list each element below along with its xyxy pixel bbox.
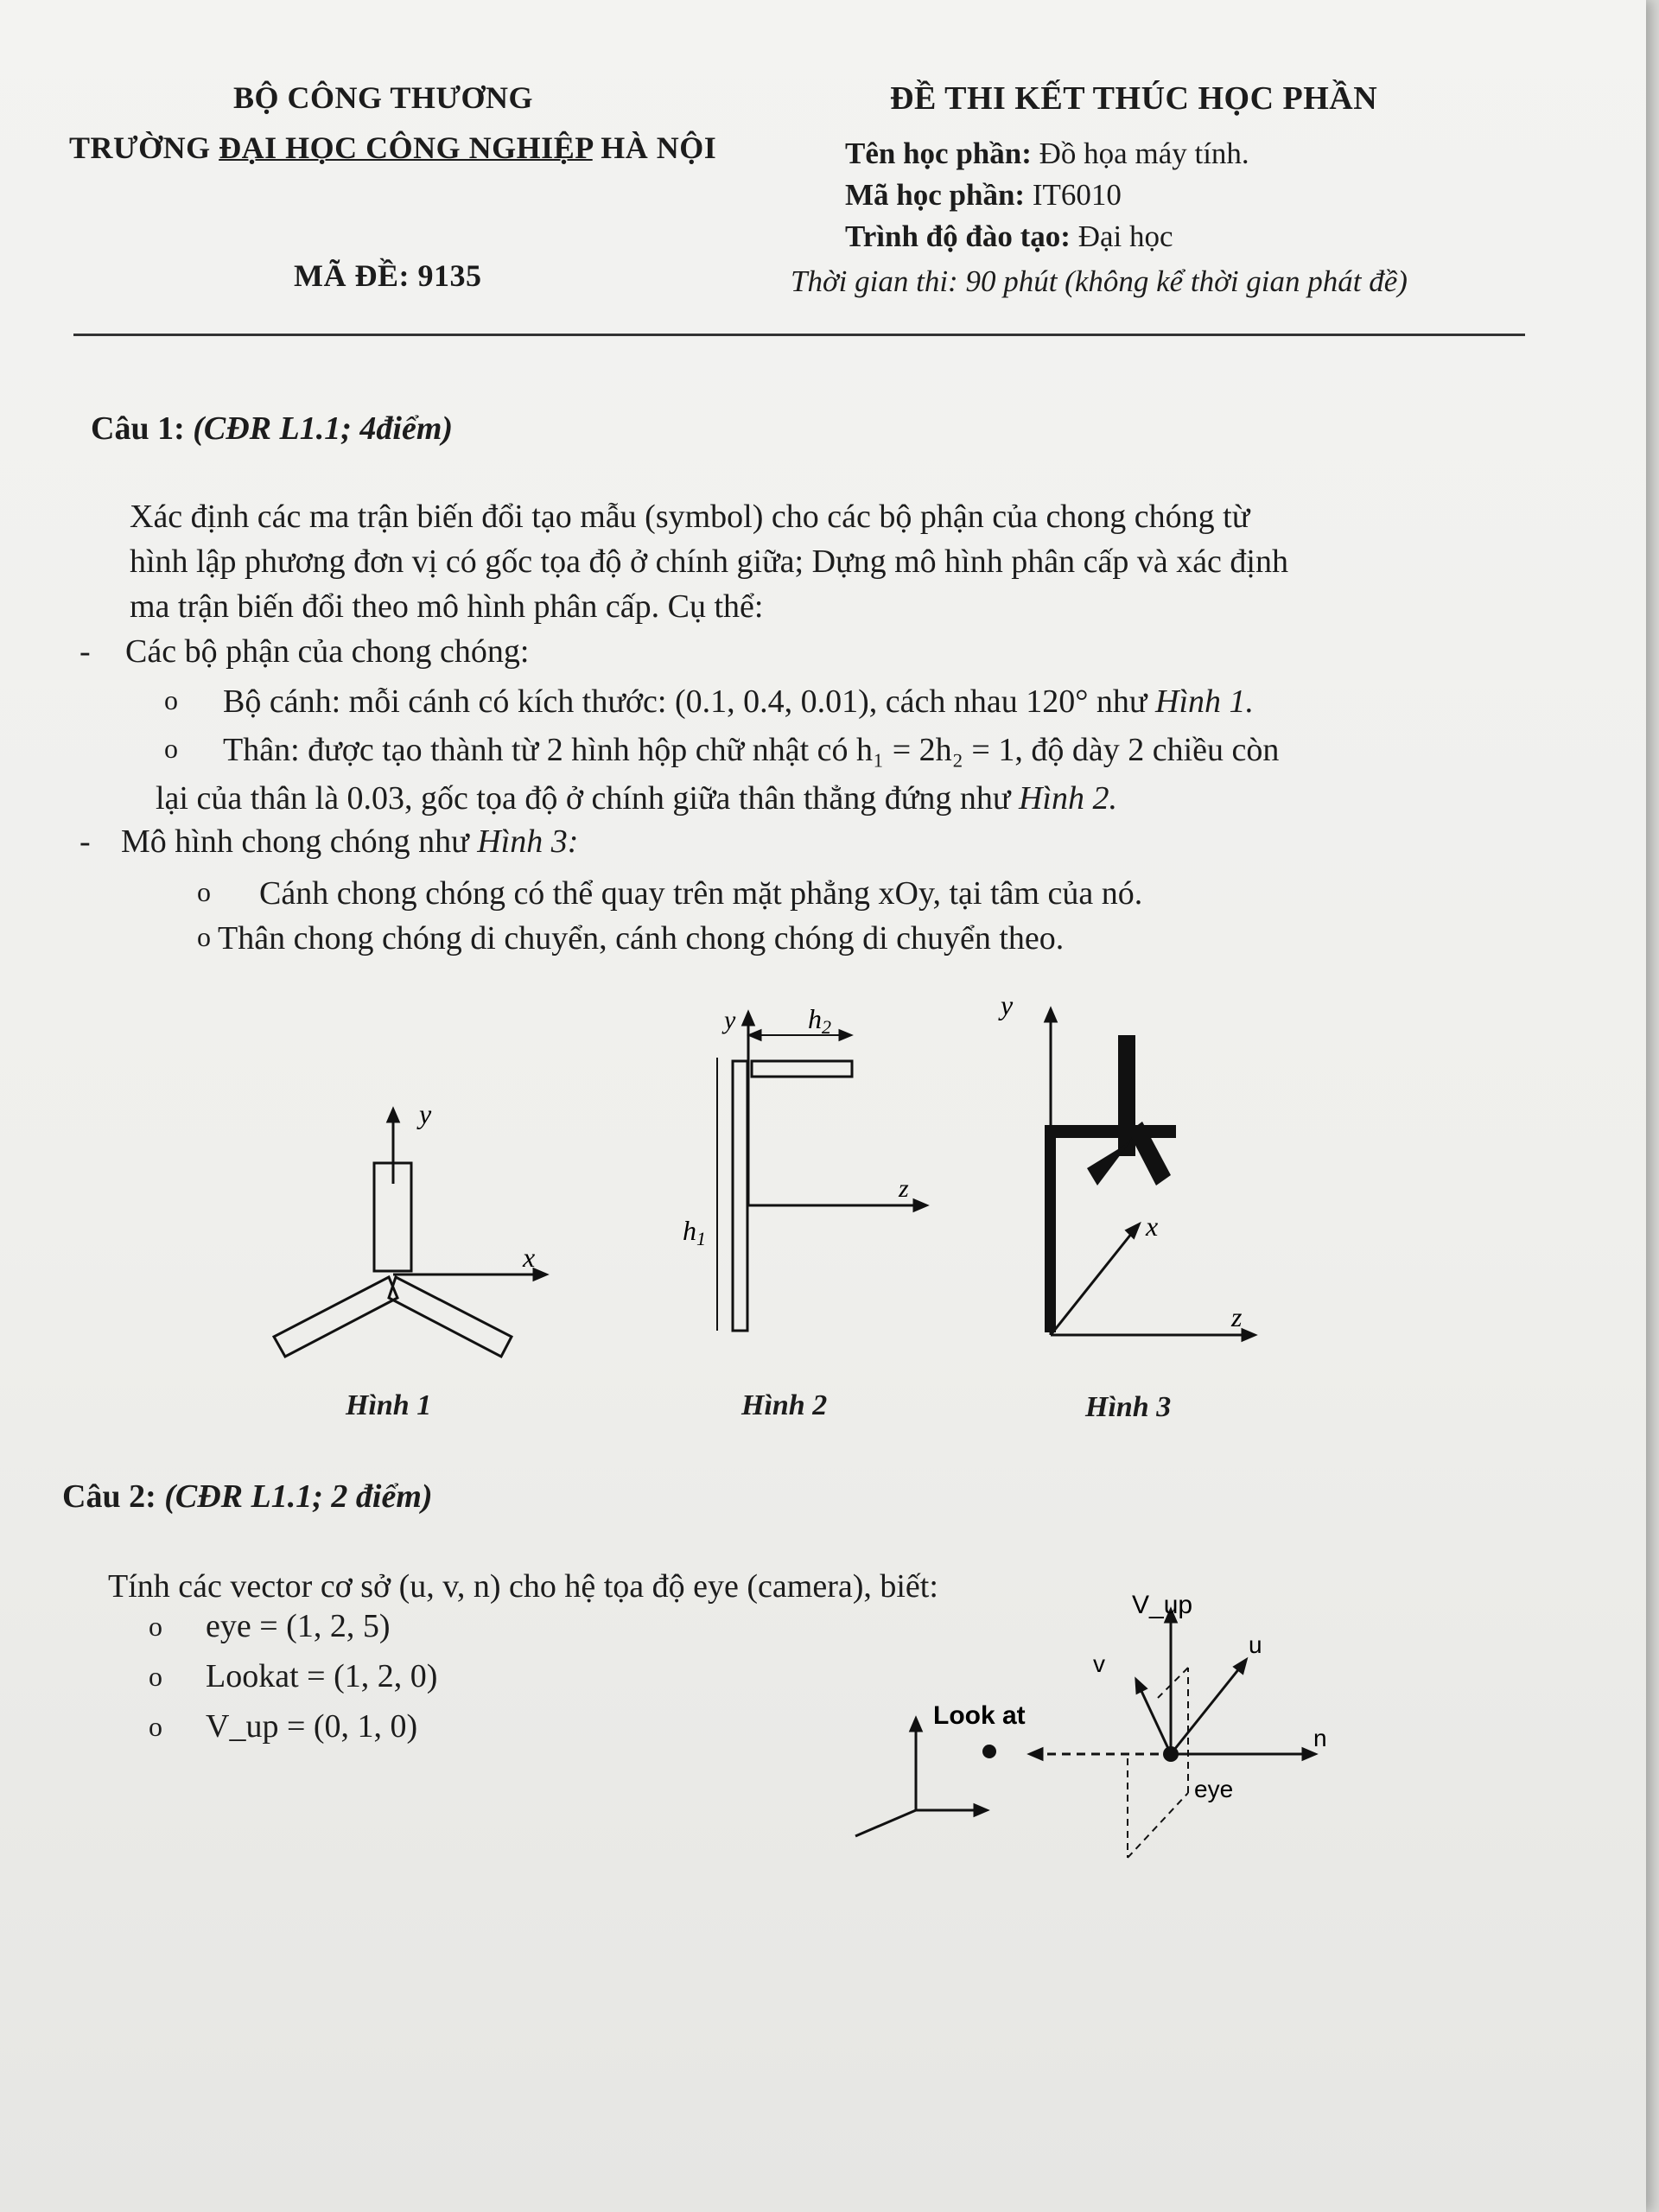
post-arm	[1046, 1125, 1176, 1138]
blades-text: Bộ cánh: mỗi cánh có kích thước: (0.1, 0.4, 0.01), cách nhau 120° như	[223, 683, 1147, 720]
blades-fig-ref: Hình 1.	[1155, 683, 1255, 720]
fig2-y-label: y	[724, 1006, 736, 1034]
exam-code-value: 9135	[417, 258, 482, 293]
parts-heading: Các bộ phận của chong chóng:	[125, 633, 530, 670]
university-name	[69, 130, 716, 166]
figure-1-caption: Hình 1	[346, 1389, 432, 1421]
v-arrow	[1136, 1680, 1146, 1693]
circle-bullet: o	[149, 1711, 162, 1742]
figure-1-propeller	[259, 1097, 553, 1382]
exam-duration: Thời gian thi: 90 phút (không kể thời gian phát đề)	[791, 264, 1408, 298]
horizontal-box	[752, 1061, 852, 1077]
world-y-arrow	[911, 1719, 921, 1731]
world-x-arrow	[975, 1805, 987, 1815]
eye-point	[1163, 1746, 1179, 1762]
circle-bullet: o	[197, 876, 211, 907]
blades-spec	[223, 679, 1254, 724]
circle-bullet: o	[149, 1661, 162, 1692]
dash-bullet: -	[79, 823, 91, 860]
camera-diagram	[847, 1586, 1365, 1871]
camera-plane-dashed	[1128, 1668, 1188, 1858]
body-fig-ref: Hình 2.	[1018, 780, 1117, 817]
fig1-x-label: x	[523, 1242, 536, 1273]
eye-label: eye	[1194, 1776, 1234, 1802]
model-fig-ref: Hình 3:	[477, 823, 579, 860]
post-vertical	[1045, 1125, 1056, 1332]
vup-label: V_up	[1132, 1591, 1193, 1619]
v-label: v	[1093, 1650, 1105, 1677]
n-label: n	[1313, 1725, 1327, 1751]
figure-2-caption: Hình 2	[741, 1389, 828, 1421]
model-item-1: Cánh chong chóng có thể quay trên mặt phẳng xOy, tại tâm của nó.	[259, 875, 1143, 912]
blade-left-3	[1087, 1130, 1139, 1185]
h1-subscript: 1	[696, 1228, 706, 1249]
training-level-value: Đại học	[1077, 219, 1173, 253]
body-spec-line1: Thân: được tạo thành từ 2 hình hộp chữ nhật có h₁ = 2h₂ = 1, độ dày 2 chiều còn	[223, 732, 1280, 768]
world-z-line	[855, 1810, 916, 1836]
h1-label	[683, 1215, 706, 1249]
course-code-label: Mã học phần:	[845, 178, 1026, 212]
exam-title: ĐỀ THI KẾT THÚC HỌC PHẦN	[890, 80, 1378, 117]
u-label: u	[1249, 1631, 1262, 1658]
figure-3-caption: Hình 3	[1085, 1391, 1172, 1423]
fig3-z-label: z	[1231, 1301, 1243, 1332]
blade-right	[389, 1277, 512, 1357]
view-direction-arrow	[1030, 1749, 1042, 1759]
circle-bullet: o	[164, 684, 178, 715]
x-axis-arrow	[534, 1269, 546, 1280]
fig1-y-label: y	[419, 1098, 432, 1129]
circle-bullet: o	[197, 921, 211, 952]
university-underlined: ĐẠI HỌC CÔNG NGHIỆP	[219, 130, 593, 165]
training-level	[845, 219, 1173, 254]
course-code	[845, 178, 1122, 213]
fig3-y-label: y	[1001, 989, 1014, 1020]
v-line	[1141, 1689, 1171, 1754]
h2-label	[808, 1003, 831, 1038]
h2-arrow-right	[840, 1031, 850, 1039]
q2-intro: Tính các vector cơ sở (u, v, n) cho hệ tọa độ eye (camera), biết:	[108, 1568, 938, 1605]
exam-code	[294, 257, 481, 294]
ministry-name: BỘ CÔNG THƯƠNG	[233, 80, 534, 115]
q1-intro-line: hình lập phương đơn vị có gốc tọa độ ở chính giữa; Dựng mô hình phân cấp và xác định	[130, 543, 1288, 580]
q1-label: Câu 1:	[91, 410, 185, 447]
q2-title	[62, 1478, 433, 1516]
q1-intro-line: ma trận biến đổi theo mô hình phân cấp. Cụ thể:	[130, 588, 764, 625]
h1-letter: h	[683, 1215, 696, 1246]
fig3-x-label: x	[1146, 1211, 1159, 1242]
y-axis-arrow	[388, 1109, 398, 1122]
q2-meta: (CĐR L1.1; 2 điểm)	[164, 1478, 433, 1515]
q1-intro-line: Xác định các ma trận biến đổi tạo mẫu (symbol) cho các bộ phận của chong chóng từ	[130, 499, 1250, 535]
exam-code-label: MÃ ĐỀ:	[294, 258, 410, 293]
circle-bullet: o	[149, 1611, 162, 1642]
model-item-2: Thân chong chóng di chuyển, cánh chong chóng di chuyển theo.	[218, 920, 1065, 957]
vertical-box	[733, 1061, 747, 1331]
model-heading-text: Mô hình chong chóng như	[121, 823, 469, 860]
course-code-value: IT6010	[1032, 178, 1122, 212]
course-name-label: Tên học phần:	[845, 137, 1032, 170]
training-level-label: Trình độ đào tạo:	[845, 219, 1071, 253]
model-heading	[121, 819, 578, 864]
z-axis-arrow	[1243, 1330, 1255, 1340]
q2-item-vup: V_up = (0, 1, 0)	[206, 1708, 418, 1745]
blade-left	[274, 1277, 397, 1357]
course-name-value: Đồ họa máy tính.	[1039, 137, 1249, 170]
q1-meta: (CĐR L1.1; 4điểm)	[193, 410, 454, 447]
q1-title	[91, 410, 453, 448]
z-axis-arrow	[914, 1200, 926, 1211]
lookat-point	[982, 1745, 996, 1758]
h2-letter: h	[808, 1003, 822, 1034]
university-prefix: TRƯỜNG	[69, 130, 219, 165]
body-spec-text: lại của thân là 0.03, gốc tọa độ ở chính giữa thân thẳng đứng như	[156, 780, 1011, 817]
h2-subscript: 2	[822, 1016, 831, 1038]
q2-item-lookat: Lookat = (1, 2, 0)	[206, 1658, 438, 1694]
q2-label: Câu 2:	[62, 1478, 156, 1515]
h2-arrow-left	[750, 1031, 760, 1039]
lookat-label: Look at	[933, 1701, 1026, 1730]
y-axis-arrow	[743, 1013, 753, 1025]
course-name	[845, 137, 1249, 171]
q2-item-eye: eye = (1, 2, 5)	[206, 1608, 391, 1644]
header-divider	[73, 334, 1525, 336]
dash-bullet: -	[79, 633, 91, 670]
fig2-z-label: z	[899, 1174, 909, 1203]
y-axis-arrow	[1046, 1009, 1056, 1021]
circle-bullet: o	[164, 733, 178, 764]
q1-intro	[130, 494, 1443, 629]
university-suffix: HÀ NỘI	[592, 130, 717, 165]
figure-2-body	[665, 1002, 942, 1382]
u-line	[1171, 1668, 1240, 1754]
figure-3-model	[985, 985, 1279, 1365]
x-axis-line	[1051, 1233, 1132, 1335]
body-spec-line2	[156, 776, 1117, 821]
